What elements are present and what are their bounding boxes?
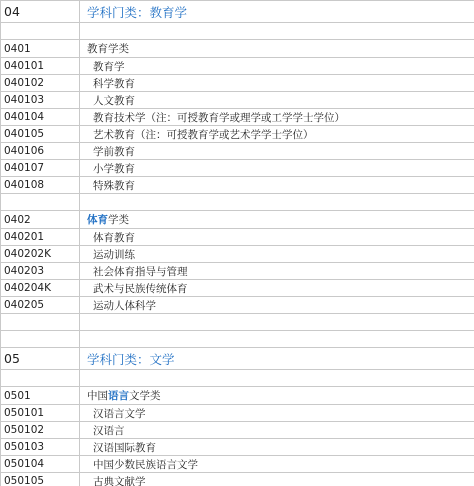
major-row [1, 246, 474, 263]
category-row [1, 348, 474, 370]
major-row [1, 280, 474, 297]
name-suffix: 文学类 [129, 390, 161, 402]
major-row [1, 177, 474, 194]
name-cell: 特殊教育 [80, 177, 474, 194]
blank-row [1, 370, 474, 387]
code-cell: 0501 [1, 387, 80, 405]
name-cell: 运动训练 [80, 246, 474, 263]
code-cell: 040102 [1, 75, 80, 92]
name-cell: 汉语言文学 [80, 405, 474, 422]
name-cell: 小学教育 [80, 160, 474, 177]
code-cell [1, 370, 80, 387]
code-cell: 040103 [1, 92, 80, 109]
code-cell: 050104 [1, 456, 80, 473]
major-row [1, 229, 474, 246]
name-cell [80, 211, 474, 229]
name-cell [80, 387, 474, 405]
class-row [1, 40, 474, 58]
code-cell [1, 194, 80, 211]
name-cell: 中国少数民族语言文学 [80, 456, 474, 473]
name-cell: 社会体育指导与管理 [80, 263, 474, 280]
name-cell: 武术与民族传统体育 [80, 280, 474, 297]
blank-row [1, 331, 474, 348]
code-cell: 04 [1, 1, 80, 23]
code-cell: 0401 [1, 40, 80, 58]
name-cell: 学前教育 [80, 143, 474, 160]
blank-row [1, 314, 474, 331]
code-cell [1, 331, 80, 348]
name-cell: 古典文献学 [80, 473, 474, 486]
name-cell: 教育学 [80, 58, 474, 75]
name-cell: 汉语国际教育 [80, 439, 474, 456]
name-cell: 学科门类：文学 [80, 348, 474, 370]
code-cell: 040108 [1, 177, 80, 194]
name-cell [80, 331, 474, 348]
code-cell: 040202K [1, 246, 80, 263]
name-cell: 汉语言 [80, 422, 474, 439]
name-cell [80, 194, 474, 211]
name-cell: 教育学类 [80, 40, 474, 58]
class-row [1, 387, 474, 405]
name-cell: 学科门类：教育学 [80, 1, 474, 23]
name-cell [80, 314, 474, 331]
major-row [1, 439, 474, 456]
keyword-highlight: 体育 [87, 214, 108, 226]
code-cell: 050103 [1, 439, 80, 456]
name-prefix: 中国 [87, 390, 108, 402]
major-row [1, 160, 474, 177]
code-cell: 040107 [1, 160, 80, 177]
code-cell [1, 23, 80, 40]
code-cell: 040201 [1, 229, 80, 246]
code-cell: 050101 [1, 405, 80, 422]
table-body [1, 1, 474, 486]
blank-row [1, 23, 474, 40]
keyword-highlight: 语言 [108, 390, 129, 402]
code-cell: 040104 [1, 109, 80, 126]
name-cell [80, 370, 474, 387]
name-cell: 运动人体科学 [80, 297, 474, 314]
name-cell: 教育技术学（注：可授教育学或理学或工学学士学位） [80, 109, 474, 126]
name-cell: 人文教育 [80, 92, 474, 109]
major-row [1, 456, 474, 473]
major-row [1, 297, 474, 314]
code-cell: 040204K [1, 280, 80, 297]
code-cell: 05 [1, 348, 80, 370]
code-cell: 040203 [1, 263, 80, 280]
major-row [1, 422, 474, 439]
name-cell: 体育教育 [80, 229, 474, 246]
code-cell: 050102 [1, 422, 80, 439]
code-cell: 040205 [1, 297, 80, 314]
blank-row [1, 194, 474, 211]
code-cell [1, 314, 80, 331]
category-row [1, 1, 474, 23]
code-cell: 040105 [1, 126, 80, 143]
name-cell: 科学教育 [80, 75, 474, 92]
major-row [1, 58, 474, 75]
major-row [1, 143, 474, 160]
major-row [1, 263, 474, 280]
class-row [1, 211, 474, 229]
major-row [1, 405, 474, 422]
name-cell: 艺术教育（注：可授教育学或艺术学学士学位） [80, 126, 474, 143]
code-cell: 050105 [1, 473, 80, 486]
code-cell: 040101 [1, 58, 80, 75]
name-suffix: 学类 [108, 214, 129, 226]
code-cell: 040106 [1, 143, 80, 160]
major-row [1, 126, 474, 143]
code-cell: 0402 [1, 211, 80, 229]
major-row [1, 75, 474, 92]
major-row [1, 92, 474, 109]
major-row [1, 109, 474, 126]
name-cell [80, 23, 474, 40]
major-row [1, 473, 474, 486]
